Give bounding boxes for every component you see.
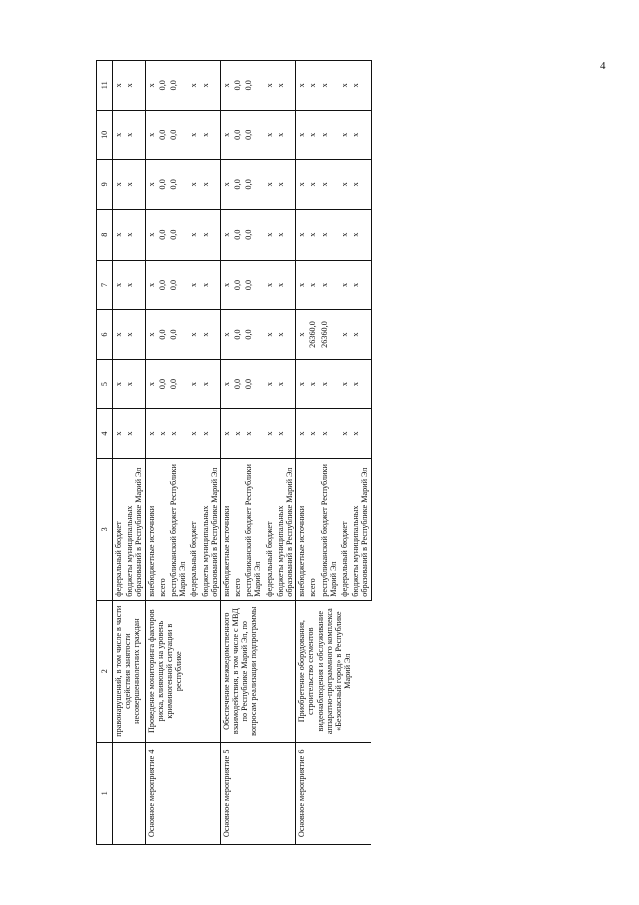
value-cell: x xyxy=(307,359,318,409)
value-cell: x xyxy=(188,160,199,210)
column-header-11: 11 xyxy=(97,61,113,111)
value-cell: x xyxy=(339,310,350,360)
value-cell: x xyxy=(220,409,232,459)
value-cell: x xyxy=(296,359,308,409)
value-cell: x xyxy=(319,110,339,160)
value-cell: x xyxy=(350,260,371,310)
value-cell: x xyxy=(124,359,145,409)
value-cell: x xyxy=(145,409,157,459)
value-cell: x xyxy=(319,359,339,409)
value-cell: x xyxy=(307,260,318,310)
value-cell: x xyxy=(113,310,125,360)
funding-source-cell: всего xyxy=(307,458,318,600)
value-cell: x xyxy=(319,209,339,260)
value-cell: 0,0 xyxy=(157,160,168,210)
measure-title-cell: Приобретение оборудования, строительство сегментов видеонаблюдения и обслуживание аппаратно-программного комплекса «Безопасный город» в Республике Марий Эл xyxy=(296,600,371,742)
column-header-2: 2 xyxy=(97,600,113,742)
value-cell: 0,0 xyxy=(157,310,168,360)
funding-source-cell: внебюджетные источники xyxy=(220,458,232,600)
value-cell: 0,0 xyxy=(232,310,243,360)
value-cell: x xyxy=(124,61,145,111)
value-cell: x xyxy=(307,409,318,459)
funding-source-cell: внебюджетные источники xyxy=(296,458,308,600)
value-cell: x xyxy=(307,61,318,111)
value-cell: 0,0 xyxy=(232,209,243,260)
value-cell: 26360,0 xyxy=(319,310,339,360)
value-cell: x xyxy=(124,110,145,160)
value-cell: x xyxy=(350,209,371,260)
budget-table xyxy=(96,60,372,845)
value-cell: x xyxy=(124,409,145,459)
funding-source-cell: республиканский бюджет Республики Марий Эл xyxy=(168,458,188,600)
value-cell: x xyxy=(113,61,125,111)
table-header-row xyxy=(97,61,113,845)
value-cell: x xyxy=(339,61,350,111)
value-cell: x xyxy=(200,61,221,111)
value-cell: x xyxy=(296,61,308,111)
value-cell: x xyxy=(350,61,371,111)
value-cell: x xyxy=(113,359,125,409)
value-cell: x xyxy=(264,110,275,160)
value-cell: x xyxy=(124,310,145,360)
value-cell: x xyxy=(339,110,350,160)
value-cell: x xyxy=(124,209,145,260)
value-cell: x xyxy=(220,160,232,210)
value-cell: x xyxy=(275,61,296,111)
value-cell: x xyxy=(264,409,275,459)
measure-id-cell: Основное мероприятие 5 xyxy=(220,742,295,844)
value-cell: x xyxy=(319,260,339,310)
table-body xyxy=(113,61,372,845)
value-cell: x xyxy=(113,110,125,160)
value-cell: 0,0 xyxy=(157,110,168,160)
funding-source-cell: федеральный бюджет xyxy=(339,458,350,600)
value-cell: x xyxy=(145,310,157,360)
value-cell: x xyxy=(296,310,308,360)
value-cell: 0,0 xyxy=(243,260,263,310)
funding-source-cell: бюджеты муниципальных образований в Республике Марий Эл xyxy=(124,458,145,600)
value-cell: x xyxy=(232,409,243,459)
table-row xyxy=(145,61,157,845)
funding-source-cell: внебюджетные источники xyxy=(145,458,157,600)
value-cell: 0,0 xyxy=(157,260,168,310)
funding-source-cell: бюджеты муниципальных образований в Республике Марий Эл xyxy=(275,458,296,600)
value-cell: x xyxy=(124,260,145,310)
funding-source-cell: федеральный бюджет xyxy=(264,458,275,600)
value-cell: x xyxy=(200,310,221,360)
value-cell: x xyxy=(188,359,199,409)
value-cell: x xyxy=(296,409,308,459)
value-cell: x xyxy=(296,110,308,160)
value-cell: x xyxy=(113,160,125,210)
value-cell: x xyxy=(307,209,318,260)
value-cell: x xyxy=(275,110,296,160)
value-cell: x xyxy=(145,110,157,160)
value-cell: 0,0 xyxy=(243,160,263,210)
measure-id-cell: Основное мероприятие 6 xyxy=(296,742,371,844)
value-cell: 0,0 xyxy=(232,110,243,160)
value-cell: x xyxy=(350,310,371,360)
value-cell: x xyxy=(188,61,199,111)
funding-source-cell: всего xyxy=(157,458,168,600)
value-cell: 26360,0 xyxy=(307,310,318,360)
value-cell: x xyxy=(200,110,221,160)
value-cell: x xyxy=(188,209,199,260)
value-cell: x xyxy=(200,209,221,260)
column-header-9: 9 xyxy=(97,160,113,210)
value-cell: 0,0 xyxy=(157,61,168,111)
value-cell: x xyxy=(220,310,232,360)
value-cell: x xyxy=(200,409,221,459)
column-header-1: 1 xyxy=(97,742,113,844)
funding-source-cell: всего xyxy=(232,458,243,600)
value-cell: x xyxy=(113,409,125,459)
value-cell: 0,0 xyxy=(232,260,243,310)
measure-title-cell: правонарушений, в том числе в части содействия занятости несовершеннолетних граждан xyxy=(113,600,146,742)
value-cell: 0,0 xyxy=(243,310,263,360)
value-cell: x xyxy=(200,260,221,310)
value-cell: 0,0 xyxy=(168,160,188,210)
value-cell: x xyxy=(296,209,308,260)
value-cell: 0,0 xyxy=(157,359,168,409)
value-cell: x xyxy=(220,260,232,310)
funding-source-cell: республиканский бюджет Республики Марий Эл xyxy=(319,458,339,600)
value-cell: x xyxy=(319,409,339,459)
value-cell: 0,0 xyxy=(232,359,243,409)
value-cell: x xyxy=(275,409,296,459)
value-cell: 0,0 xyxy=(168,110,188,160)
value-cell: x xyxy=(188,409,199,459)
value-cell: x xyxy=(220,209,232,260)
funding-source-cell: федеральный бюджет xyxy=(113,458,125,600)
measure-title-cell: Проведение мониторинга факторов риска, влияющих на уровень криминогенной ситуации в республике xyxy=(145,600,220,742)
value-cell: x xyxy=(145,359,157,409)
column-header-8: 8 xyxy=(97,209,113,260)
value-cell: x xyxy=(350,409,371,459)
column-header-4: 4 xyxy=(97,409,113,459)
value-cell: x xyxy=(339,209,350,260)
value-cell: x xyxy=(275,209,296,260)
table-row xyxy=(113,61,125,845)
value-cell: x xyxy=(220,359,232,409)
value-cell: x xyxy=(275,310,296,360)
value-cell: x xyxy=(350,110,371,160)
table-row xyxy=(296,61,308,845)
value-cell: 0,0 xyxy=(168,61,188,111)
value-cell: 0,0 xyxy=(232,160,243,210)
value-cell: x xyxy=(145,260,157,310)
value-cell: x xyxy=(145,61,157,111)
value-cell: x xyxy=(339,409,350,459)
value-cell: x xyxy=(243,409,263,459)
measure-title-cell: Обеспечение межведомственного взаимодействия, в том числе с МВД по Республике Марий Эл, по вопросам реализации подпрограммы xyxy=(220,600,295,742)
value-cell: x xyxy=(350,160,371,210)
value-cell: x xyxy=(339,160,350,210)
value-cell: 0,0 xyxy=(232,61,243,111)
value-cell: x xyxy=(124,160,145,210)
value-cell: x xyxy=(168,409,188,459)
value-cell: x xyxy=(220,61,232,111)
table-row xyxy=(220,61,232,845)
value-cell: x xyxy=(188,310,199,360)
value-cell: x xyxy=(145,209,157,260)
value-cell: x xyxy=(307,110,318,160)
value-cell: 0,0 xyxy=(243,110,263,160)
rotated-table-container xyxy=(96,60,536,845)
value-cell: x xyxy=(188,260,199,310)
measure-id-cell xyxy=(113,742,146,844)
value-cell: x xyxy=(275,260,296,310)
measure-id-cell: Основное мероприятие 4 xyxy=(145,742,220,844)
funding-source-cell: республиканский бюджет Республики Марий Эл xyxy=(243,458,263,600)
value-cell: x xyxy=(275,359,296,409)
funding-source-cell: федеральный бюджет xyxy=(188,458,199,600)
value-cell: x xyxy=(296,260,308,310)
value-cell: 0,0 xyxy=(168,260,188,310)
column-header-7: 7 xyxy=(97,260,113,310)
value-cell: x xyxy=(264,160,275,210)
value-cell: 0,0 xyxy=(243,61,263,111)
column-header-5: 5 xyxy=(97,359,113,409)
value-cell: x xyxy=(264,61,275,111)
value-cell: x xyxy=(113,209,125,260)
value-cell: 0,0 xyxy=(168,209,188,260)
value-cell: 0,0 xyxy=(168,359,188,409)
value-cell: 0,0 xyxy=(168,310,188,360)
value-cell: x xyxy=(264,359,275,409)
value-cell: x xyxy=(200,359,221,409)
value-cell: x xyxy=(339,359,350,409)
value-cell: x xyxy=(350,359,371,409)
value-cell: x xyxy=(145,160,157,210)
funding-source-cell: бюджеты муниципальных образований в Республике Марий Эл xyxy=(350,458,371,600)
value-cell: x xyxy=(264,260,275,310)
funding-source-cell: бюджеты муниципальных образований в Республике Марий Эл xyxy=(200,458,221,600)
value-cell: 0,0 xyxy=(243,209,263,260)
column-header-6: 6 xyxy=(97,310,113,360)
value-cell: x xyxy=(296,160,308,210)
value-cell: 0,0 xyxy=(243,359,263,409)
value-cell: x xyxy=(264,310,275,360)
column-header-10: 10 xyxy=(97,110,113,160)
value-cell: x xyxy=(307,160,318,210)
value-cell: x xyxy=(188,110,199,160)
column-header-3: 3 xyxy=(97,458,113,600)
page-number: 4 xyxy=(600,60,606,72)
value-cell: x xyxy=(113,260,125,310)
value-cell: 0,0 xyxy=(157,209,168,260)
value-cell: x xyxy=(339,260,350,310)
value-cell: x xyxy=(319,160,339,210)
value-cell: x xyxy=(319,61,339,111)
value-cell: x xyxy=(275,160,296,210)
value-cell: x xyxy=(200,160,221,210)
value-cell: x xyxy=(220,110,232,160)
value-cell: x xyxy=(264,209,275,260)
value-cell: x xyxy=(157,409,168,459)
